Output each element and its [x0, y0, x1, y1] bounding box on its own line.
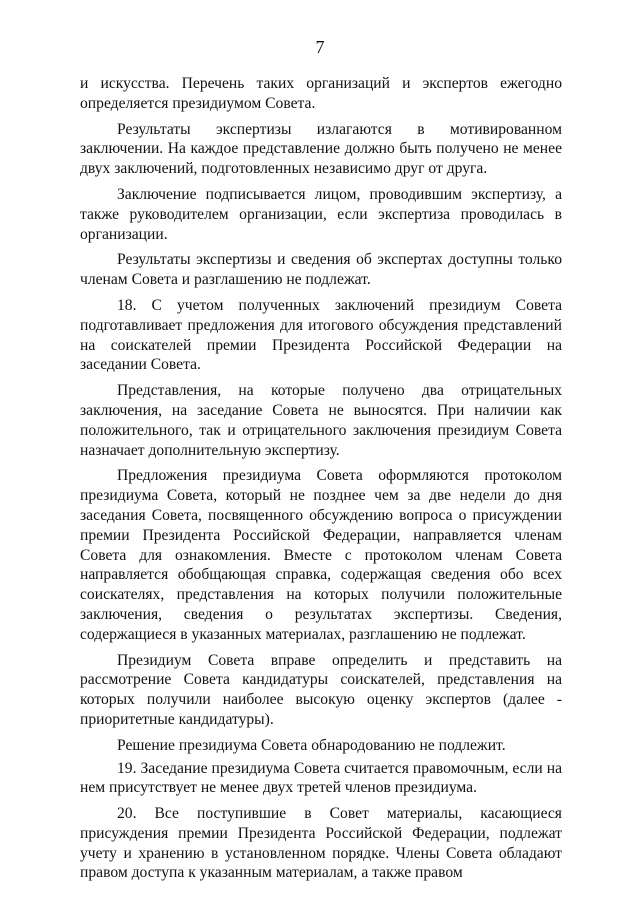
- paragraph-conclusion-signature: Заключение подписывается лицом, проводившим экспертизу, а также руководителем организации, если экспертиза проводилась в организации.: [80, 185, 562, 243]
- paragraph-decision-not-published: Решение президиума Совета обнародованию не подлежит.: [117, 736, 506, 754]
- paragraph-presidium-proposals: Предложения президиума Совета оформляются протоколом президиума Совета, который не позднее чем за две недели до дня заседания Совета, посвященного обсуждению вопроса о присуждении премии Президента Российской Федерации, направляется членам Совета для ознакомления. Вместе с протоколом членам Совета направляется обобщающая справка, содержащая сведения обо всех соискателях, представления на которых получили положительные заключения, сведения о результатах экспертизы. Сведения, содержащиеся в указанных материалах, разглашению не подлежат.: [80, 467, 562, 643]
- document-body: [80, 74, 562, 889]
- paragraph-expertise-results: Результаты экспертизы излагаются в мотивированном заключении. На каждое представление должно быть получено не менее двух заключений, подготовленных независимо друг от друга.: [80, 120, 562, 178]
- paragraph-priority-candidates: Президиум Совета вправе определить и представить на рассмотрение Совета кандидатуры соискателей, представления на которых получили наиболее высокую оценку экспертов (далее - приоритетные кандидатуры).: [80, 651, 562, 728]
- paragraph-continuation: и искусства. Перечень таких организаций и экспертов ежегодно определяется президиумом Совета.: [80, 75, 562, 112]
- paragraph-item-19: 19. Заседание президиума Совета считается правомочным, если на нем присутствует не менее двух третей членов президиума.: [80, 759, 562, 797]
- paragraph-item-18: 18. С учетом полученных заключений президиум Совета подготавливает предложения для итогового обсуждения представлений на соискателей премии Президента Российской Федерации на заседании Совета.: [80, 296, 562, 374]
- paragraph-item-20: 20. Все поступившие в Совет материалы, касающиеся присуждения премии Президента Российской Федерации, подлежат учету и хранению в установленном порядке. Члены Совета обладают правом доступа к указанным материалам, а также правом: [80, 805, 562, 882]
- paragraph-access-restriction: Результаты экспертизы и сведения об экспертах доступны только членам Совета и разглашению не подлежат.: [80, 251, 562, 289]
- paragraph-negative-conclusions: Представления, на которые получено два отрицательных заключения, на заседание Совета не выносятся. При наличии как положительного, так и отрицательного заключения президиум Совета назначает дополнительную экспертизу.: [80, 382, 562, 459]
- page-number: 7: [315, 37, 325, 57]
